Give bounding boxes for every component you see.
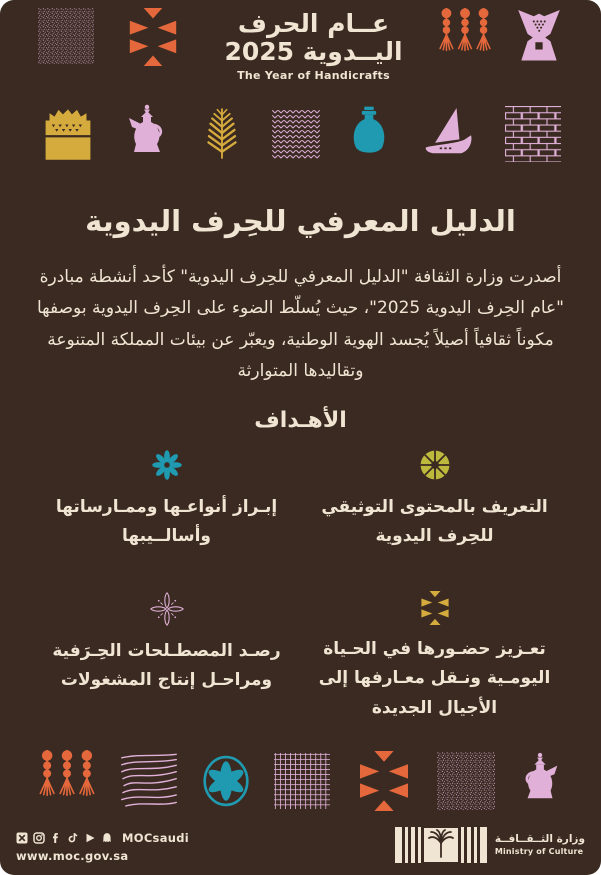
teal-flower-icon bbox=[149, 447, 185, 483]
pink-flower-icon bbox=[149, 591, 185, 627]
ministry-emblem-icon bbox=[395, 827, 487, 863]
objective-highlight-types bbox=[51, 447, 283, 551]
tassels-icon bbox=[36, 749, 98, 813]
tiktok-icon[interactable] bbox=[67, 832, 79, 844]
objective-text: التعريف بالمحتوى التوثيقي للحِرف اليدوية bbox=[321, 496, 548, 546]
snapchat-icon[interactable] bbox=[101, 832, 113, 844]
intro-paragraph: أصدرت وزارة الثقافة "الدليل المعرفي للحِرف اليدوية" كأحد أنشطة مبادرة "عام الحِرف اليدوية 2025"، حيث يُسلّط الضوء على الحِرف اليدوية بوصفها مكوناً ثقافياً أصيلاً يُجسد الهوية الوطنية، ويعبّر عن بيئات المملكة المتنوعة وتقاليدها المتوارثة bbox=[37, 267, 564, 382]
header-right-icons bbox=[433, 8, 565, 66]
objective-text: رصـد المصطـلحات الحِـرَفية ومراحـل إنتاج المشغولات bbox=[52, 641, 281, 691]
instagram-icon[interactable] bbox=[33, 832, 45, 844]
stipple-texture-icon bbox=[437, 750, 495, 812]
header-left-icons bbox=[36, 8, 194, 66]
objective-text: تعـزيز حضـورها في الحـياة اليومـية ونـقل معـارفها إلى الأجيال الجديدة bbox=[318, 639, 551, 718]
ministry-name-arabic: وزارة الثــقــافــة bbox=[494, 833, 585, 846]
page-title: الدليل المعرفي للحِرف اليدوية bbox=[85, 204, 516, 238]
brick-wall-icon bbox=[505, 102, 561, 166]
objectives-heading: الأهـداف bbox=[254, 407, 347, 433]
gold-sadu-icon bbox=[418, 591, 452, 625]
logo-arabic-line1: عــام الحرف bbox=[237, 9, 390, 38]
social-handle[interactable]: MOCsaudi bbox=[122, 831, 190, 845]
sadu-weave-icon bbox=[353, 751, 415, 811]
teal-rosette-icon bbox=[200, 749, 252, 813]
olive-rosette-icon bbox=[417, 447, 453, 483]
x-icon[interactable] bbox=[16, 832, 28, 844]
facebook-icon[interactable] bbox=[50, 832, 62, 844]
footer-decor-row bbox=[0, 749, 601, 813]
palm-frond-icon bbox=[196, 98, 248, 166]
ministry-name-english: Ministry of Culture bbox=[494, 846, 584, 856]
objective-text: إبـراز أنواعـها وممـارساتها وأسالــيبها bbox=[55, 496, 278, 546]
logo-arabic-line2: اليــدوية 2025 bbox=[224, 37, 403, 66]
year-of-handicrafts-logo bbox=[224, 10, 402, 82]
website-url[interactable]: www.moc.gov.sa bbox=[16, 849, 129, 863]
logo-tagline: The Year of Handicrafts bbox=[237, 69, 390, 82]
objective-documentary-content bbox=[319, 447, 551, 551]
youtube-icon[interactable] bbox=[84, 832, 96, 844]
objectives-grid bbox=[51, 447, 551, 723]
pottery-vase-icon bbox=[345, 100, 393, 166]
fort-icon bbox=[40, 102, 96, 166]
tassels-icon bbox=[433, 8, 497, 66]
dallah-coffee-pot-icon bbox=[517, 749, 565, 813]
crosshatch-weave-icon bbox=[274, 751, 330, 811]
social-block bbox=[16, 831, 189, 863]
header-bottom-row bbox=[0, 98, 601, 166]
dallah-coffee-pot-icon bbox=[121, 102, 171, 166]
header-top-row bbox=[0, 0, 601, 82]
incense-burner-icon bbox=[513, 8, 565, 64]
objective-craft-terminology bbox=[51, 591, 283, 723]
objective-daily-life bbox=[319, 591, 551, 723]
footer bbox=[0, 813, 601, 875]
stipple-texture-icon bbox=[36, 8, 96, 64]
sadu-weave-icon bbox=[112, 8, 194, 66]
ministry-of-culture-logo bbox=[395, 827, 585, 863]
wood-grain-icon bbox=[120, 750, 178, 812]
dhow-boat-icon bbox=[418, 108, 480, 166]
herringbone-weave-icon bbox=[272, 104, 320, 166]
